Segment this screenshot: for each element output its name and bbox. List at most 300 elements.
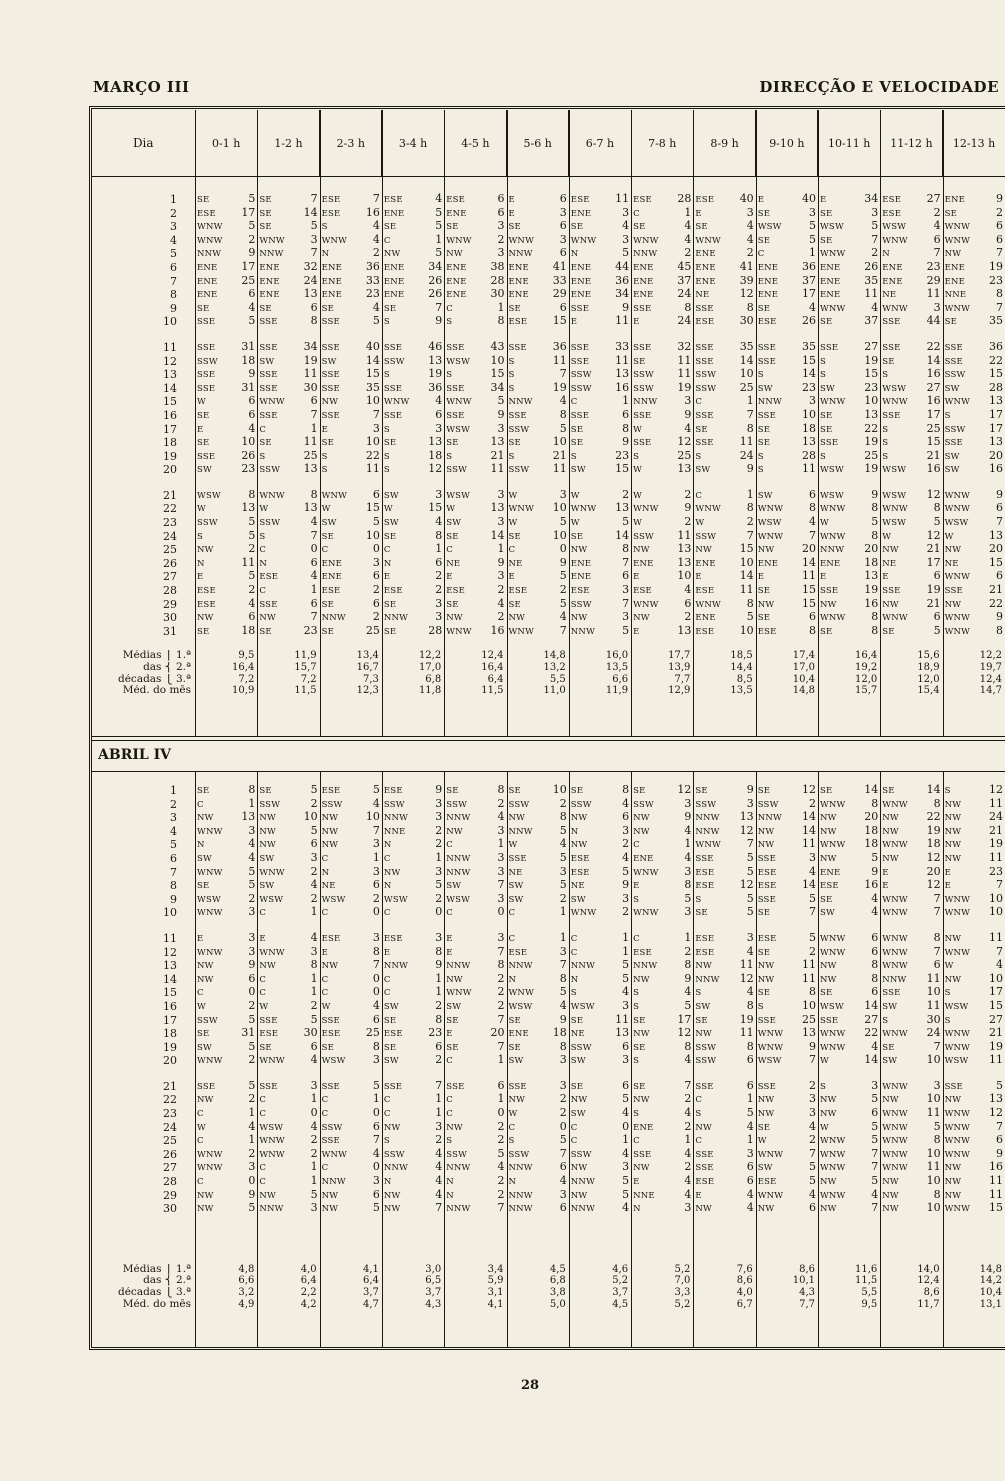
- wind-direction: SSE: [259, 383, 278, 394]
- wind-direction: SSE: [383, 342, 403, 353]
- wind-cell: [818, 825, 880, 839]
- wind-cell: [195, 959, 257, 973]
- table-row: [92, 1202, 1005, 1216]
- wind-cell: [382, 946, 444, 960]
- wind-cell: [320, 570, 382, 584]
- wind-direction: W: [819, 518, 829, 529]
- wind-direction: ESE: [508, 947, 528, 958]
- wind-cell: [507, 261, 569, 275]
- wind-direction: NW: [819, 853, 837, 864]
- wind-speed: 4: [622, 1147, 630, 1160]
- wind-speed: 5: [622, 516, 630, 529]
- wind-speed: 4: [622, 1107, 630, 1120]
- wind-cell: [631, 409, 693, 423]
- wind-cell: [320, 946, 382, 960]
- wind-direction: C: [508, 1122, 516, 1133]
- wind-cell: [507, 502, 569, 516]
- wind-direction: C: [259, 1095, 267, 1106]
- wind-speed: 0: [310, 1107, 318, 1120]
- wind-speed: 7: [372, 1134, 380, 1147]
- wind-direction: NW: [882, 826, 899, 837]
- wind-direction: NW: [570, 840, 588, 851]
- wind-speed: 5: [746, 892, 754, 905]
- wind-cell: [444, 584, 506, 598]
- wind-speed: 4: [684, 422, 692, 435]
- wind-direction: SE: [383, 1042, 397, 1053]
- wind-cell: [195, 207, 257, 221]
- wind-direction: ENE: [321, 290, 343, 301]
- wind-direction: ENE: [259, 276, 280, 287]
- wind-direction: SW: [757, 490, 773, 501]
- wind-cell: [943, 1027, 1005, 1041]
- wind-direction: WNW: [197, 1149, 223, 1160]
- wind-cell: [756, 584, 818, 598]
- wind-direction: SSE: [757, 342, 776, 353]
- wind-speed: 4: [933, 220, 941, 233]
- summary-value: 7,7: [799, 1298, 815, 1310]
- wind-direction: N: [383, 881, 392, 892]
- wind-cell: [693, 557, 755, 571]
- wind-direction: ENE: [383, 262, 405, 273]
- wind-speed: 3: [808, 1107, 816, 1120]
- wind-speed: 17: [989, 986, 1003, 999]
- wind-cell: [943, 341, 1005, 355]
- wind-speed: 7: [996, 301, 1003, 314]
- wind-direction: WNW: [882, 303, 908, 314]
- wind-speed: 3: [622, 233, 630, 246]
- wind-direction: ENE: [819, 558, 841, 569]
- wind-speed: 5: [372, 1202, 380, 1215]
- wind-speed: 4: [310, 931, 318, 944]
- wind-direction: ENE: [321, 262, 343, 273]
- wind-direction: WNW: [197, 1163, 223, 1174]
- wind-speed: 5: [746, 865, 754, 878]
- summary-label: Méd. do mês: [122, 685, 192, 697]
- wind-cell: [444, 489, 506, 503]
- wind-direction: SSE: [695, 410, 714, 421]
- wind-cell: [756, 1000, 818, 1014]
- wind-speed: 29: [552, 288, 567, 301]
- wind-direction: S: [383, 370, 390, 381]
- wind-direction: ENE: [508, 276, 529, 287]
- summary-value: 11,9: [294, 650, 317, 662]
- wind-direction: W: [197, 1122, 206, 1133]
- wind-cell: [444, 355, 506, 369]
- wind-direction: SE: [383, 599, 397, 610]
- wind-cell: [507, 234, 569, 248]
- wind-direction: SW: [383, 1056, 399, 1067]
- wind-direction: SE: [757, 438, 771, 449]
- wind-speed: 2: [372, 892, 380, 905]
- wind-direction: NW: [508, 613, 526, 624]
- wind-direction: NNW: [446, 853, 471, 864]
- wind-speed: 13: [677, 463, 692, 476]
- wind-speed: 24: [677, 315, 692, 328]
- wind-speed: 5: [248, 1079, 256, 1092]
- wind-cell: [756, 798, 818, 812]
- table-row: [92, 368, 1005, 382]
- wind-cell: [631, 261, 693, 275]
- wind-cell: [507, 382, 569, 396]
- wind-direction: SE: [508, 438, 521, 449]
- wind-cell: [631, 932, 693, 946]
- column-header-hour: 8-9 h: [693, 110, 755, 177]
- wind-speed: 3: [808, 395, 816, 408]
- wind-direction: ENE: [633, 262, 654, 273]
- wind-direction: C: [757, 249, 765, 260]
- wind-cell: [880, 798, 942, 812]
- wind-speed: 6: [933, 233, 941, 246]
- wind-direction: C: [321, 1163, 329, 1174]
- wind-speed: 2: [248, 892, 256, 905]
- wind-speed: 3: [435, 811, 443, 824]
- wind-speed: 0: [372, 1161, 380, 1174]
- wind-direction: C: [570, 947, 578, 958]
- wind-cell: [507, 1161, 569, 1175]
- summary-spacer: [92, 1216, 1005, 1228]
- wind-speed: 10: [989, 906, 1003, 919]
- wind-direction: SE: [446, 1042, 459, 1053]
- wind-direction: N: [259, 558, 267, 569]
- wind-direction: SE: [446, 786, 459, 796]
- wind-direction: SSE: [508, 853, 527, 864]
- wind-cell: [693, 193, 755, 207]
- wind-speed: 5: [310, 784, 318, 796]
- wind-direction: WNW: [882, 1081, 908, 1092]
- wind-speed: 29: [926, 274, 941, 287]
- wind-direction: SE: [446, 438, 459, 449]
- wind-direction: WNW: [383, 397, 410, 408]
- wind-direction: NNW: [508, 961, 533, 972]
- wind-cell: [818, 611, 880, 625]
- wind-direction: E: [819, 572, 827, 583]
- wind-direction: S: [383, 424, 390, 435]
- day-number: 28: [163, 584, 178, 598]
- wind-cell: [320, 1161, 382, 1175]
- column-divider: [943, 110, 944, 736]
- wind-speed: 5: [622, 1188, 630, 1201]
- wind-direction: N: [383, 840, 392, 851]
- wind-cell: [569, 423, 631, 437]
- table-row: [92, 1014, 1005, 1028]
- table-row: [92, 288, 1005, 302]
- wind-direction: E: [633, 572, 640, 583]
- wind-direction: SE: [695, 908, 708, 919]
- wind-cell: [444, 463, 506, 477]
- wind-cell: [195, 193, 257, 207]
- summary-value: 13,5: [605, 662, 629, 673]
- wind-direction: NW: [633, 1029, 650, 1040]
- wind-direction: W: [321, 1001, 331, 1012]
- wind-speed: 1: [746, 395, 754, 408]
- wind-cell: [631, 784, 693, 798]
- wind-cell: [195, 598, 257, 612]
- wind-direction: WNW: [944, 1204, 971, 1215]
- summary-value: 11,7: [917, 1298, 940, 1310]
- wind-speed: 15: [739, 543, 754, 556]
- wind-direction: NNW: [633, 961, 658, 972]
- wind-speed: 35: [864, 274, 879, 287]
- wind-speed: 11: [615, 1013, 630, 1026]
- summary-value: 17,4: [792, 650, 815, 662]
- wind-cell: [257, 543, 319, 557]
- wind-direction: NW: [882, 1177, 899, 1188]
- summary-value: 3,8: [549, 1287, 566, 1298]
- wind-direction: SE: [259, 1042, 272, 1053]
- wind-cell: [257, 409, 319, 423]
- wind-speed: 5: [435, 220, 443, 233]
- wind-speed: 11: [926, 1161, 941, 1174]
- wind-speed: 7: [746, 838, 754, 851]
- wind-direction: ESE: [695, 317, 715, 328]
- day-number: 20: [163, 463, 178, 477]
- wind-cell: [507, 1027, 569, 1041]
- wind-direction: SE: [757, 613, 771, 624]
- wind-speed: 9: [684, 811, 692, 824]
- wind-cell: [943, 557, 1005, 571]
- wind-direction: SE: [695, 786, 708, 796]
- wind-speed: 4: [248, 597, 256, 610]
- wind-direction: C: [446, 1056, 453, 1067]
- summary-value: 11,0: [543, 685, 566, 697]
- summary-value: 4,3: [799, 1287, 815, 1298]
- wind-speed: 7: [310, 247, 318, 260]
- wind-cell: [693, 959, 755, 973]
- wind-speed: 19: [677, 381, 692, 394]
- wind-cell: [880, 1093, 942, 1107]
- day-number: 15: [163, 986, 178, 1000]
- wind-speed: 4: [684, 1147, 692, 1160]
- summary-value: 2,2: [300, 1287, 317, 1298]
- column-divider: [693, 772, 694, 1347]
- wind-direction: WNW: [197, 235, 223, 246]
- wind-speed: 8: [310, 488, 318, 501]
- wind-speed: 5: [871, 851, 879, 864]
- wind-cell: [257, 247, 319, 261]
- wind-direction: SSE: [508, 342, 527, 353]
- wind-speed: 26: [241, 449, 256, 462]
- wind-speed: 7: [746, 408, 754, 421]
- wind-direction: NNW: [383, 813, 409, 824]
- wind-cell: [756, 959, 818, 973]
- wind-direction: ENE: [633, 853, 654, 864]
- day-number: 30: [163, 1202, 178, 1216]
- wind-speed: 4: [310, 879, 318, 892]
- wind-cell: [756, 1134, 818, 1148]
- wind-cell: [195, 798, 257, 812]
- column-divider: [320, 772, 321, 1347]
- wind-speed: 7: [933, 247, 941, 260]
- wind-speed: 13: [677, 556, 692, 569]
- day-number: 10: [163, 906, 178, 920]
- table-row: [92, 1121, 1005, 1135]
- wind-speed: 14: [801, 556, 816, 569]
- wind-direction: NNW: [383, 961, 409, 972]
- column-divider: [257, 772, 258, 1347]
- wind-direction: NW: [695, 961, 712, 972]
- wind-speed: 13: [677, 624, 692, 637]
- wind-direction: ENE: [570, 572, 592, 583]
- wind-cell: [257, 946, 319, 960]
- wind-cell: [756, 207, 818, 221]
- wind-cell: [257, 838, 319, 852]
- wind-cell: [382, 959, 444, 973]
- wind-cell: [257, 502, 319, 516]
- wind-cell: [693, 502, 755, 516]
- wind-speed: 23: [303, 624, 318, 637]
- wind-direction: NW: [446, 974, 463, 985]
- wind-cell: [444, 1189, 506, 1203]
- wind-direction: SE: [446, 531, 459, 542]
- summary-value: 12,2: [418, 650, 442, 662]
- wind-direction: WNW: [882, 894, 908, 905]
- wind-speed: 3: [497, 851, 505, 864]
- wind-cell: [818, 1041, 880, 1055]
- wind-speed: 3: [933, 1079, 941, 1092]
- wind-cell: [444, 1027, 506, 1041]
- wind-speed: 8: [248, 784, 256, 796]
- wind-cell: [943, 825, 1005, 839]
- wind-cell: [195, 1175, 257, 1189]
- wind-speed: 1: [497, 301, 505, 314]
- wind-direction: E: [882, 572, 889, 583]
- wind-speed: 5: [559, 516, 567, 529]
- wind-speed: 3: [746, 931, 754, 944]
- wind-cell: [195, 1189, 257, 1203]
- wind-cell: [569, 1148, 631, 1162]
- wind-cell: [880, 893, 942, 907]
- wind-speed: 8: [746, 1040, 754, 1053]
- wind-cell: [320, 1189, 382, 1203]
- wind-direction: SSW: [508, 465, 530, 476]
- wind-speed: 12: [989, 1107, 1003, 1120]
- wind-speed: 17: [241, 206, 256, 219]
- wind-direction: E: [508, 572, 515, 583]
- summary-value: 8,6: [923, 1287, 940, 1298]
- wind-speed: 8: [684, 1040, 692, 1053]
- wind-speed: 3: [497, 422, 505, 435]
- table-row: [92, 423, 1005, 437]
- summary-value: 11,6: [855, 1263, 878, 1275]
- wind-cell: [631, 598, 693, 612]
- wind-speed: 2: [435, 584, 443, 597]
- wind-cell: [631, 1175, 693, 1189]
- wind-direction: WNW: [882, 1149, 908, 1160]
- wind-speed: 20: [864, 543, 879, 556]
- wind-direction: SW: [695, 465, 711, 476]
- wind-cell: [507, 489, 569, 503]
- column-header-hour: 12-13 h: [943, 110, 1005, 177]
- wind-direction: SSW: [695, 370, 717, 381]
- wind-cell: [444, 1054, 506, 1068]
- column-divider: [569, 772, 570, 1347]
- wind-speed: 8: [372, 1040, 380, 1053]
- wind-direction: SSW: [633, 370, 654, 381]
- wind-direction: WNW: [882, 613, 908, 624]
- wind-direction: S: [695, 451, 702, 462]
- summary-value: 15,4: [917, 685, 940, 697]
- wind-speed: 10: [365, 436, 380, 449]
- wind-speed: 1: [684, 1134, 692, 1147]
- wind-direction: SE: [570, 531, 584, 542]
- day-number: 21: [163, 488, 178, 502]
- wind-cell: [320, 866, 382, 880]
- wind-speed: 14: [739, 354, 754, 367]
- wind-cell: [818, 207, 880, 221]
- wind-cell: [382, 1189, 444, 1203]
- wind-direction: NW: [757, 545, 775, 556]
- summary-value: 19,2: [855, 662, 878, 673]
- wind-speed: 41: [739, 260, 754, 273]
- wind-direction: SE: [383, 222, 397, 233]
- wind-direction: NW: [944, 799, 962, 810]
- wind-cell: [880, 368, 942, 382]
- wind-speed: 6: [622, 408, 630, 421]
- wind-speed: 6: [310, 838, 318, 851]
- wind-speed: 4: [746, 986, 754, 999]
- wind-speed: 13: [801, 436, 816, 449]
- wind-cell: [195, 261, 257, 275]
- wind-direction: C: [570, 1136, 578, 1147]
- wind-cell: [880, 866, 942, 880]
- wind-cell: [320, 1093, 382, 1107]
- wind-speed: 3: [248, 1161, 256, 1174]
- wind-speed: 3: [684, 865, 692, 878]
- day-number: 1: [170, 193, 178, 206]
- wind-direction: C: [383, 988, 391, 999]
- wind-cell: [569, 584, 631, 598]
- wind-speed: 4: [684, 1107, 692, 1120]
- wind-speed: 34: [303, 340, 318, 353]
- wind-cell: [320, 1000, 382, 1014]
- wind-cell: [943, 1041, 1005, 1055]
- wind-speed: 31: [241, 340, 256, 353]
- wind-speed: 6: [372, 1013, 380, 1026]
- wind-direction: SE: [633, 356, 646, 367]
- wind-speed: 25: [801, 1013, 816, 1026]
- wind-direction: S: [383, 317, 390, 328]
- wind-direction: SW: [508, 894, 524, 905]
- wind-direction: C: [695, 490, 703, 501]
- wind-speed: 1: [372, 851, 380, 864]
- wind-cell: [943, 1054, 1005, 1068]
- wind-direction: WNW: [882, 1122, 908, 1133]
- wind-cell: [943, 893, 1005, 907]
- wind-speed: 5: [497, 1147, 505, 1160]
- wind-cell: [756, 1148, 818, 1162]
- wind-cell: [444, 1093, 506, 1107]
- wind-speed: 7: [933, 892, 941, 905]
- wind-cell: [818, 1134, 880, 1148]
- wind-direction: SSW: [944, 370, 966, 381]
- table-row: [92, 1080, 1005, 1094]
- wind-cell: [693, 1080, 755, 1094]
- wind-speed: 2: [933, 206, 941, 219]
- wind-direction: SE: [321, 531, 335, 542]
- wind-direction: WNW: [446, 626, 472, 637]
- wind-speed: 5: [871, 516, 879, 529]
- wind-cell: [444, 598, 506, 612]
- wind-direction: SSE: [695, 342, 714, 353]
- wind-speed: 19: [864, 584, 879, 597]
- wind-cell: [756, 1175, 818, 1189]
- wind-speed: 6: [746, 1054, 754, 1067]
- wind-direction: SSE: [570, 410, 590, 421]
- wind-direction: C: [695, 1095, 703, 1106]
- wind-speed: 17: [926, 556, 941, 569]
- wind-speed: 2: [310, 865, 318, 878]
- wind-cell: [631, 879, 693, 893]
